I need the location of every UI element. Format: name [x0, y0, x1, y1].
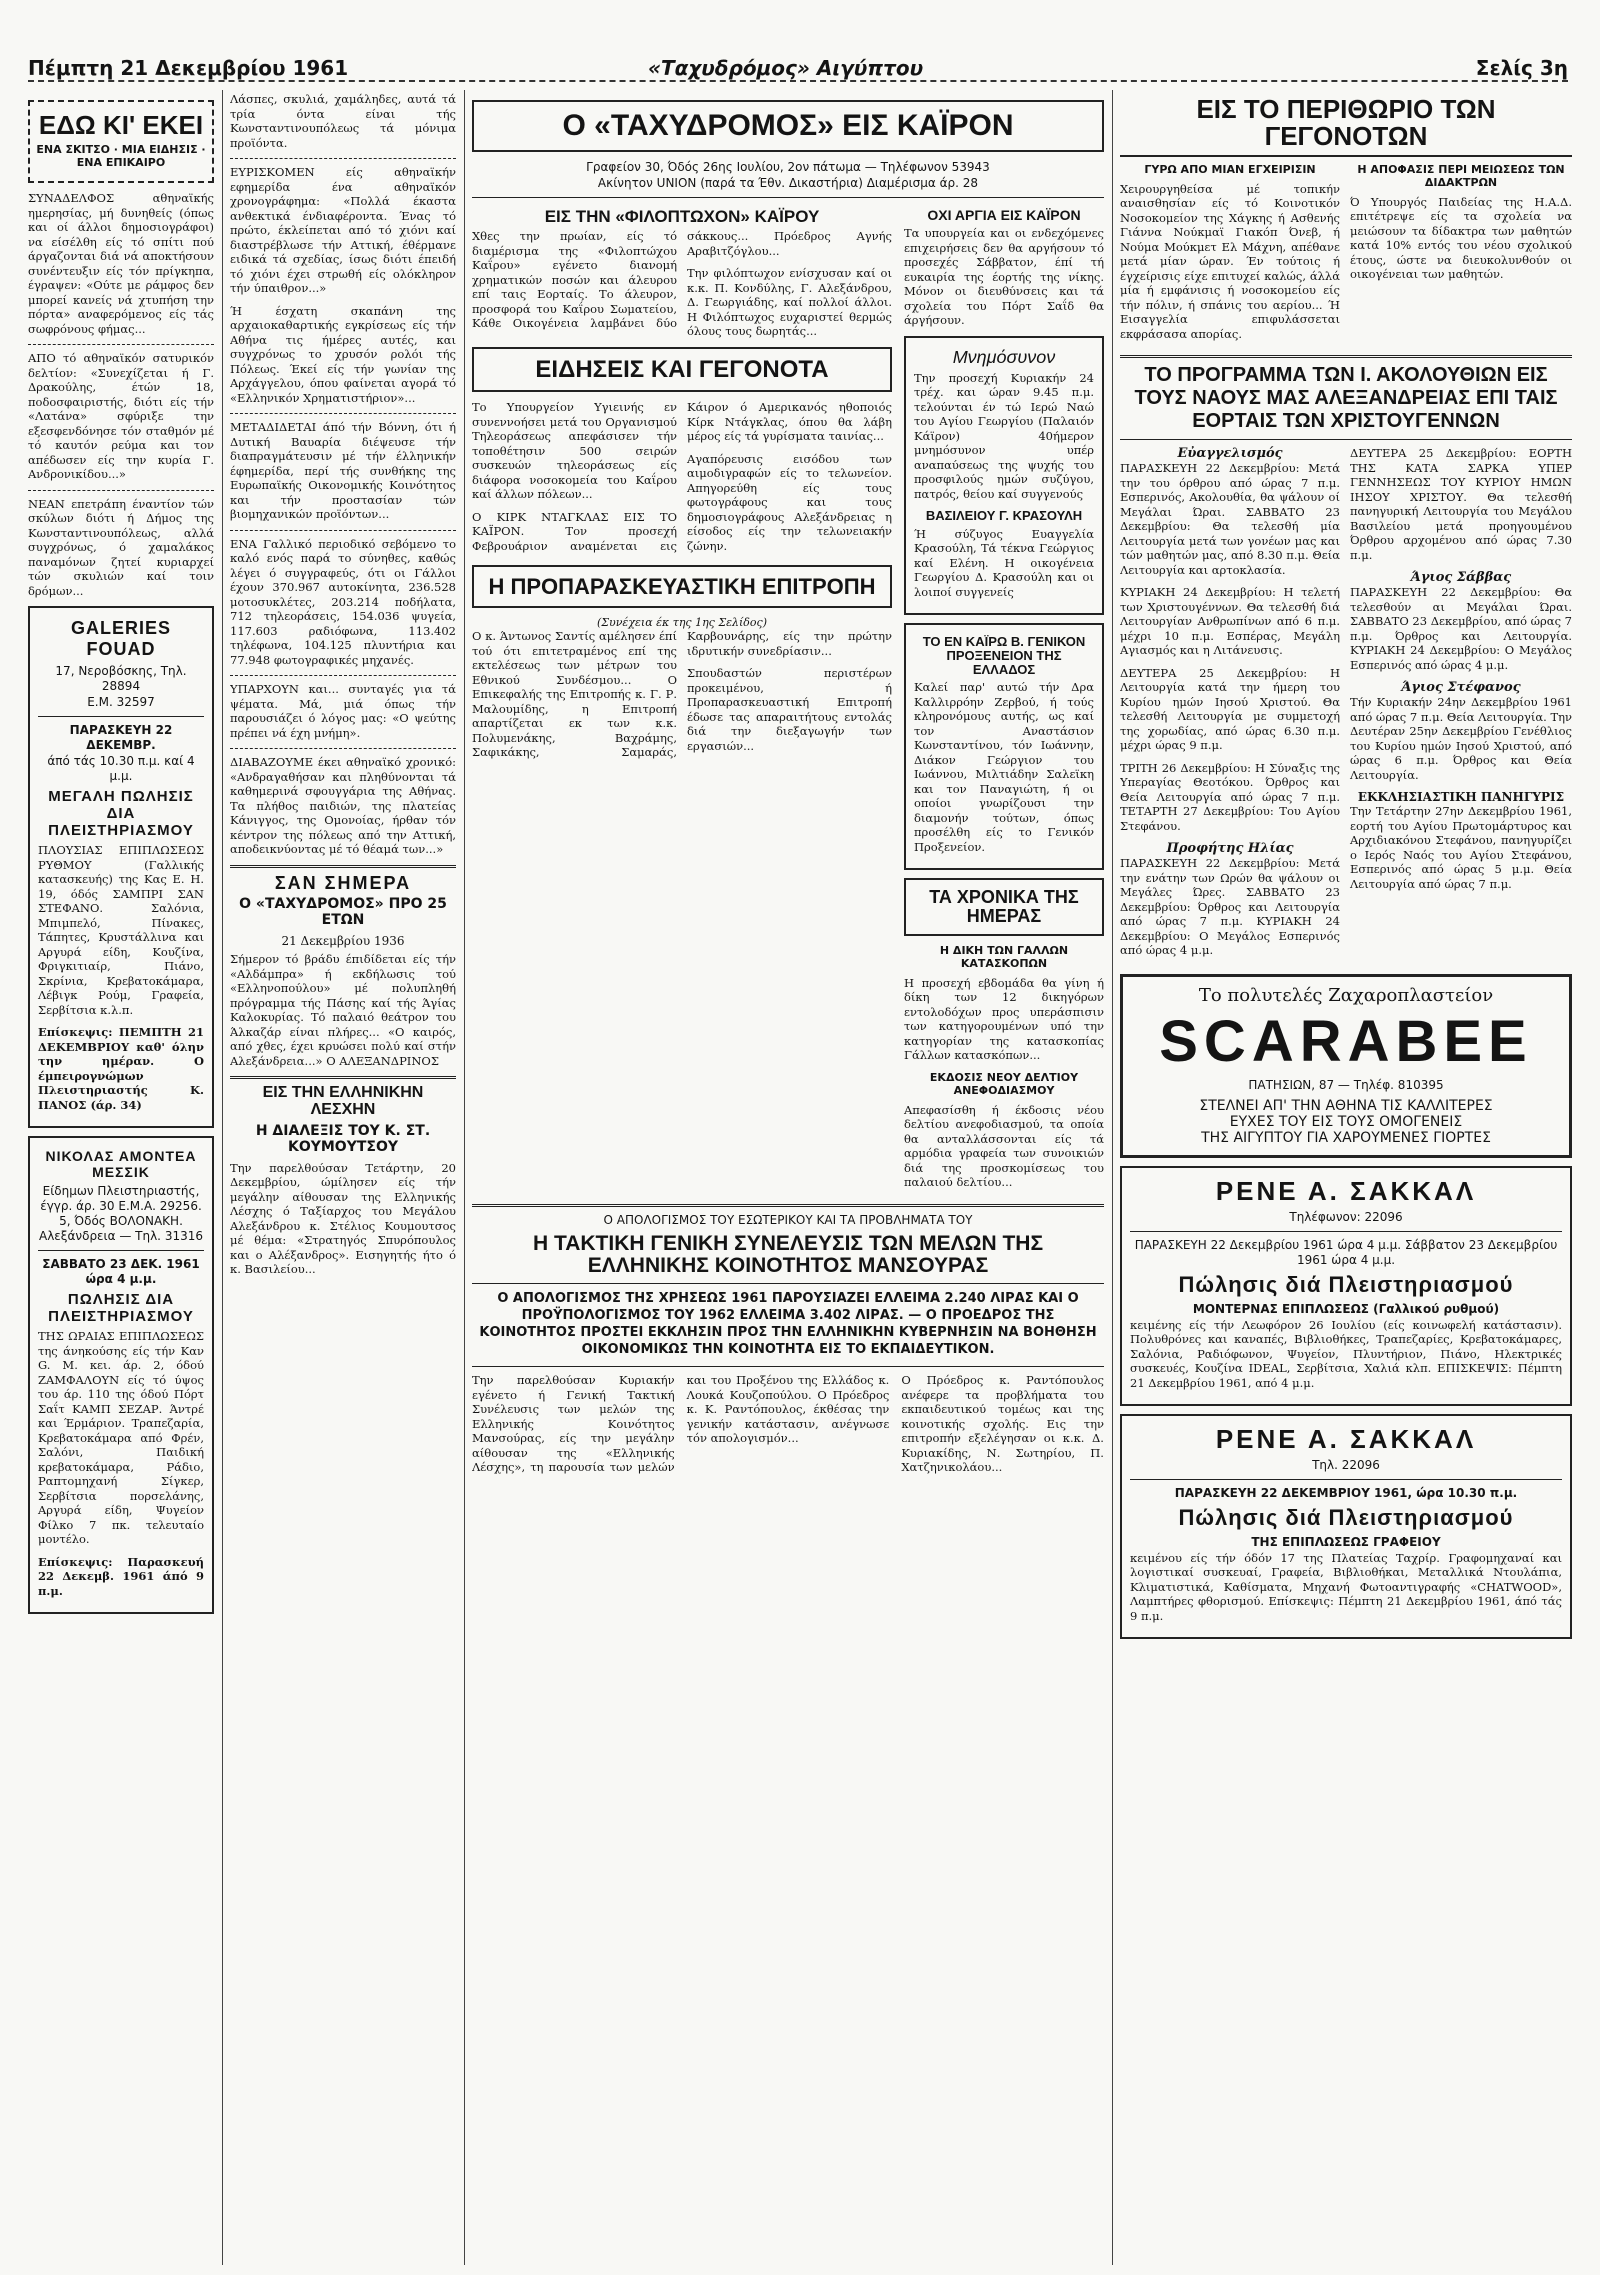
- church-name: Εὐαγγελισμός: [1177, 446, 1283, 462]
- mansoura-kicker: Ο ΑΠΟΛΟΓΙΣΜΟΣ ΤΟΥ ΕΣΩΤΕΡΙΚΟΥ ΚΑΙ ΤΑ ΠΡΟΒΛΗΜΑΤΑ ΤΟΥ: [603, 1212, 973, 1227]
- lesche-body: Την παρελθούσαν Τετάρτην, 20 Δεκεμβρίου, ώμίλησεν είς τήν μεγάλην αίθουσαν της Ελληνικής Λέσχης ό Ταξίαρχος του Μεγάλου Αλεξάνδρου κ. Στέλιος Κουμουτσος μέ θέμα: «Στρατηγός Σπυρόπουλος και ο Αλέξανδρος». Εισηγητής ήτο ό κ. Βασιλείου...: [230, 1160, 456, 1277]
- anniversary-body: Σήμερον τό βράδυ έπιδίδεται είς τήν «Αλδάμπρα» ή εκδήλωσις τού «Ελληνοπούλου» μέ πολυπληθή πρόγραμμα τής Πάσης καί τής Άγίας Καλοκυρίας. Τό παλαιό θεάτρον του Άλκαζάρ είναι πλήρες... «Ο καιρός, από χθες, έχει κρυώσει πολύ καί στήν Αλεξάνδρεια...» Ο ΑΛΕΞΑΝΔΡΙΝΟΣ: [230, 952, 456, 1068]
- anniversary-heading: ΣΑΝ ΣΗΜΕΡΑ: [274, 872, 412, 893]
- divider: [1130, 1231, 1562, 1232]
- margin-heading: ΕΙΣ ΤΟ ΠΕΡΙΘΩΡΙΟ ΤΩΝ ΓΕΓΟΝΟΤΩΝ: [1120, 96, 1572, 157]
- ad-body: ΤΗΣ ΩΡΑΙΑΣ ΕΠΙΠΛΩΣΕΩΣ της άνηκούσης είς τήν Καν G. M. κει. άρ. 2, όδού ΖΑΜΦΑΛΟΥΝ είς τό ύψος του άρ. 110 της όδού Πόρτ Σαΐτ ΚΑΜΠ ΣΕΖΑΡ. Άντρέ και Έρμάριον. Τραπεζαρία, Κρεβατοκάμαρα από Φρέν, Σαλόνι, Παιδική κρεβατοκάμαρα, Ράδιο, Ραπτομηχανή Σίγκερ, Σερβίτσια πορσελάνης, Αργυρά είδη, Ψυγείον Φίλκο 7 πκ. τελευταίο μοντέλο.: [38, 1329, 204, 1547]
- service-schedule: ΠΑΡΑΣΚΕΥΗ 22 Δεκεμβρίου: Μετά την του όρθρου από ώρας 7 π.μ. Εσπερινός, Ακολουθία, θα ψάλουν οί Μεγάλαι Ώραι. ΣΑΒΒΑΤΟ 23 Δεκεμβρίου: Θα τελεσθή μία Λειτουργία μετά των γονέων μας και τών μαθητών μας, από 8.30 π.μ. Θεία Λειτουργία και αρτοκλασία.: [1120, 461, 1340, 577]
- church-name: Άγιος Στέφανος: [1401, 680, 1521, 696]
- office-address-2: Ακίνητον UNION (παρά τα Έθν. Δικαστήρια) Διαμέρισμα άρ. 28: [597, 175, 979, 190]
- news-paragraph: ΕΝΑ Γαλλικό περιοδικό σεβόμενο το καλό ενός παρά το σύνηθες, καθώς λέγει ό συγγραφεύς, ότι οι Γάλλοι έχουν 370.967 αυτοκίνητα, 236.528 μοτοσυκλέτες, 203.214 ποδήλατα, 712 τηλεοράσεις, 154.036 ψυγεία, 117.603 ραδιόφωνα, 113.402 τηλέφωνα, 104.125 πλυντήρια και 77.948 φωτογραφικές μηχανές.: [230, 536, 456, 667]
- service-schedule: ΠΑΡΑΣΚΕΥΗ 22 Δεκεμβρίου: Μετά την ενάτην των Ωρών θα ψάλουν οι Μεγάλες Ώρες. ΣΑΒΒΑΤΟ 23 Δεκεμβρίου: Όρθρος και Λειτουργία από ώρας 7 π.μ. ΚΥΡΙΑΚΗ 24 Δεκεμβρίου: Ο Μεγάλος Εσπερινός από ώρας 4 μ.μ.: [1120, 856, 1340, 958]
- divider: [28, 344, 214, 345]
- church-name: Προφήτης Ηλίας: [1166, 841, 1294, 857]
- edition-heading: ΕΚΔΟΣΙΣ ΝΕΟΥ ΔΕΛΤΙΟΥ ΑΝΕΦΟΔΙΑΣΜΟΥ: [929, 1070, 1079, 1097]
- anniversary-date: 21 Δεκεμβρίου 1936: [281, 934, 405, 949]
- scarabee-line: ΤΗΣ ΑΙΓΥΠΤΟΥ ΓΙΑ ΧΑΡΟΥΜΕΝΕΣ ΓΙΟΡΤΕΣ: [1201, 1130, 1491, 1147]
- divider: [1130, 1479, 1562, 1480]
- scarabee-line: ΕΥΧΕΣ ΤΟΥ ΕΙΣ ΤΟΥΣ ΟΜΟΓΕΝΕΙΣ: [1229, 1114, 1463, 1131]
- divider: [230, 1076, 456, 1079]
- service-schedule: ΤΡΙΤΗ 26 Δεκεμβρίου: Η Σύναξις της Υπεραγίας Θεοτόκου. Όρθρος και Θεία Λειτουργία από ώρας 7 π.μ. ΤΕΤΑΡΤΗ 27 Δεκεμβρίου: Του Αγίου Στεφάνου.: [1120, 760, 1340, 833]
- consulate-heading: ΤΟ ΕΝ ΚΑΪΡΩ Β. ΓΕΝΙΚΟΝ ΠΡΟΞΕΝΕΙΟΝ ΤΗΣ ΕΛΛΑΔΟΣ: [922, 634, 1086, 677]
- philoptochos-heading: ΕΙΣ ΤΗΝ «ΦΙΛΟΠΤΩΧΟΝ» ΚΑΪΡΟΥ: [544, 206, 820, 226]
- margin-left: [1120, 161, 1340, 350]
- committee-body-2: Σπουδαστών περιστέρων προκειμένου, ή Προπαρασκευαστική Επιτροπή έδωσε τας απαραιτήτους εντολάς διά την διεξαγωγήν των εργασιών...: [687, 666, 892, 753]
- issue-date: Πέμπτη 21 Δεκεμβρίου 1961: [28, 56, 349, 80]
- kairo-office-box: [472, 100, 1104, 152]
- committee-heading: Η ΠΡΟΠΑΡΑΣΚΕΥΑΣΤΙΚΗ ΕΠΙΤΡΟΠΗ: [488, 574, 876, 600]
- news-item: Το Υπουργείον Υγιεινής εν συνεννοήσει μετά του Οργανισμού Τηλεοράσεως απεφάσισεν τήν τοποθέτησιν 500 σειρών συσκευών τηλεοράσεως είς διάφορα νοσοκομεία του Καΐρου καί άλλων πόλεων...: [472, 400, 677, 502]
- column-rule: [222, 90, 223, 2265]
- news-item: Αγαπόρευσις εισόδου των αιμοδιγραφών είς το τελωνείον. Απηγορεύθη είς τους φωτογράφους και τους δημοσιογράφους Αλεξάνδρειας η είσοδος είς την τελωνειακήν ζώνην.: [687, 451, 892, 553]
- divider: [38, 1250, 204, 1251]
- ad-date: ΠΑΡΑΣΚΕΥΗ 22 ΔΕΚΕΜΒΡ.: [69, 723, 173, 753]
- service-schedule: Την Τετάρτην 27ην Δεκεμβρίου 1961, εορτή του Αγίου Πρωτομάρτυρος και Αρχιδιακόνου Στεφάνου, πανηγυρίζει ο Ιερός Ναός του Αγίου Στεφάνου, Εσπερινός από ώρας 5 μ.μ. Θεία Λειτουργία από ώρας 7 π.μ.: [1350, 804, 1572, 891]
- committee-body: Ο κ. Άντωνος Σαντίς αμέλησεν έπί τού ότι επιτετραμένος επί της εκτελέσεως των μέτρων του Εθνικού Συνδέσμου... Ο Επικεφαλής της Επιτροπής κ. Γ. Ρ. Μαλουμίδης, η Επιτροπή απαρτίζεται εκ των κ.κ. Πολυμενάκης, Βαχράμης, Σαφικάκης, Σαμαράς, Καρβουνάρης, είς την πρώτην ιδρυτικήν συνεδρίασιν...: [472, 629, 892, 760]
- consulate-body: Καλεί παρ' αυτώ τήν Δρα Καλλιρρόην Ζερβού, ή τούς κληρονόμους αυτής, ως καί τον Αναστάσιον Κωνσταντίνου, τόν Ιωάννην, Διάκον Γεώργιον του Ιωάννου, Μιλτιάδην Σαλεϊκη και τον Παναγιώτη, ή οι οποίοι γνωρίζουσι την διαμονήν τούτων, όπως προσέλθη είς το Γενικόν Προξενείον.: [914, 680, 1094, 854]
- divider: [230, 158, 456, 159]
- paper-name: «Ταχυδρόμος» Αιγύπτου: [648, 56, 924, 80]
- column-2: [230, 92, 456, 2242]
- divider: [230, 675, 456, 676]
- edo-ki-ekei-box: [28, 100, 214, 183]
- edition-body: Απεφασίσθη ή έκδοσις νέου δελτίου ανεφοδιασμού, τα οποία θα ανταλλάσσονται είς τά αρμόδια γραφεία των συνοικιών διά της προσκομίσεως του παλαιού δελτίου...: [904, 1102, 1104, 1190]
- mansoura-lead: Ο ΑΠΟΛΟΓΙΣΜΟΣ ΤΗΣ ΧΡΗΣΕΩΣ 1961 ΠΑΡΟΥΣΙΑΖΕΙ ΕΛΛΕΙΜΑ 2.240 ΛΙΡΑΣ ΚΑΙ Ο ΠΡΟΫΠΟΛΟΓΙΣΜΟΣ ΤΟΥ 1962 ΕΛΛΕΙΜΑ 3.402 ΛΙΡΑΣ. — Ο ΠΡΟΕΔΡΟΣ ΤΗΣ ΚΟΙΝΟΤΗΤΟΣ ΠΡΟΣΤΕΙ ΕΚΚΛΗΣΙΝ ΠΡΟΣ ΤΗΝ ΕΛΛΗΝΙΚΗΝ ΚΥΒΕΡΝΗΣΙΝ ΝΑ ΒΟΗΘΗΣΗ ΟΙΚΟΝΟΜΙΚΩΣ ΤΗΝ ΚΟΙΝΟΤΗΤΑ ΕΙΣ ΤΟ ΕΚΠΑΙΔΕΥΤΙΚΟΝ.: [479, 1291, 1097, 1358]
- news-paragraph: ΑΠΟ τό αθηναϊκόν σατυρικόν δελτίον: «Συνεχίζεται ή Γ. Δρακούλης, έτών 18, ποδοσφαιριστής, διότι είς τήν «Λατάνα» σφύριξε την εξεσφενδόνησε τόν σταθμόν μέ τό καυτόν ρεύμα και τον απέδωσεν είς την κυρία Γ. Ανδρονικίδου...»: [28, 351, 214, 482]
- divider: [230, 748, 456, 749]
- ad-address: Είδημων Πλειστηριαστής, έγγρ. άρ. 30 Ε.Μ.Α. 29256. 5, Όδός ΒΟΛΟΝΑΚΗ. Αλεξάνδρεια — Τηλ. 31316: [39, 1184, 203, 1244]
- ad-phone: Τηλ. 22096: [1312, 1457, 1380, 1472]
- memorial-name: ΒΑΣΙΛΕΙΟΥ Γ. ΚΡΑΣΟΥΛΗ: [925, 508, 1083, 524]
- services-left: [1120, 446, 1340, 966]
- scarabee-name: SCARABEE: [1159, 1008, 1533, 1074]
- news-paragraph: ΔΙΑΒΑΖΟΥΜΕ έκει αθηναϊκό χρονικό: «Ανδραγαθήσαν και πληθύνονται τά καθημερινά σφουγγάρια της Αθήνας. Τα πλήθος παιδιών, της πλατείας Κάνιγγος, της Ομονοίας, ήρθαν τόν κέντρον της πόλεως από την Αττική, αποδεικνύοντας μέ τό θέαμά των...»: [230, 755, 456, 856]
- divider: [1120, 355, 1572, 358]
- chronicle-body: Η προσεχή εβδομάδα θα γίνη ή δίκη των 12 δικηγόρων εντολοδόχων προς υπεράσπισιν των κατηγορουμένων υπό την κατηγορίαν της κατασκοπίας Γάλλων κατασκόπων...: [904, 975, 1104, 1063]
- divider: [472, 197, 1104, 198]
- margin-row: [1120, 161, 1572, 350]
- office-address: Γραφείον 30, Όδός 26ης Ιουλίου, 2ον πάτωμα — Τηλέφωνον 53943: [586, 159, 990, 174]
- scarabee-ad: [1120, 974, 1572, 1159]
- divider: [1120, 439, 1572, 440]
- margin-subtitle: ΓΥΡΩ ΑΠΟ ΜΙΑΝ ΕΓΧΕΙΡΙΣΙΝ: [1144, 162, 1316, 176]
- ad-headline: Πώλησις διά Πλειστηριασμού: [1178, 1271, 1514, 1297]
- scarabee-line: ΣΤΕΛΝΕΙ ΑΠ' ΤΗΝ ΑΘΗΝΑ ΤΙΣ ΚΑΛΛΙΤΕΡΕΣ: [1199, 1098, 1493, 1115]
- section-title: ΕΔΩ ΚΙ' ΕΚΕΙ: [38, 110, 204, 140]
- margin-right: [1350, 161, 1572, 350]
- ad-headline: ΠΩΛΗΣΙΣ ΔΙΑ ΠΛΕΙΣΤΗΡΙΑΣΜΟΥ: [48, 1291, 194, 1326]
- philoptochos-body-2: Την φιλόπτωχον ενίσχυσαν καί οι κ.κ. Π. Κονδύλης, Γ. Αλεξάνδρου, Δ. Γεωργιάδης, καί πολλοί άλλοι. Η Φιλόπτωχος ευχαριστεί θερμώς όλους τους δωρητάς...: [687, 266, 892, 339]
- memorial-body: Την προσεχή Κυριακήν 24 τρέχ. και ώραν 9.45 π.μ. τελούνται έν τώ Ιερώ Ναώ του Αγίου Γεωργίου (Παλαιόν Κάϊρον) 40ήμερον μνημόσυνον υπέρ αναπαύσεως της ψυχής του προσφιλούς ημών συζύγου, πατρός, θείου καί συγγενούς: [914, 370, 1094, 501]
- ad-date: ΠΑΡΑΣΚΕΥΗ 22 ΔΕΚΕΜΒΡΙΟΥ 1961, ώρα 10.30 π.μ.: [1174, 1485, 1518, 1500]
- kairo-right-block: [904, 204, 1104, 1198]
- kairo-news-row: [472, 204, 1104, 1198]
- ad-body: ΠΛΟΥΣΙΑΣ ΕΠΙΠΛΩΣΕΩΣ ΡΥΘΜΟΥ (Γαλλικής κατασκευής) της Κας Ε. Η. 19, όδός ΣΑΜΠΡΙ ΣΑΝ ΣΤΕΦΑΝΟ. Σαλόνια, Μπιμπελό, Πίνακες, Τάπητες, Κρυστάλλινα και Αργυρά είδη, Κουζίνα, Φριγκιτιαίρ, Πιάνο, Σκρίνια, Κρεβατοκάμαρα, Λέβιγκ Ρούμ, Γραφεία, Σερβίτσια κ.λ.π.: [38, 843, 204, 1017]
- mansoura-headline: Η ΤΑΚΤΙΚΗ ΓΕΝΙΚΗ ΣΥΝΕΛΕΥΣΙΣ ΤΩΝ ΜΕΛΩΝ ΤΗΣ ΕΛΛΗΝΙΚΗΣ ΚΟΙΝΟΤΗΤΟΣ ΜΑΝΣΟΥΡΑΣ: [532, 1231, 1044, 1277]
- ad-body: κειμένου είς τήν όδόν 17 της Πλατείας Ταχρίρ. Γραφομηχαναί και λογιστικαί συσκευαί, Γραφεία, Βιβλιοθήκαι, Μεταλλικά Ντουλάπια, Κλιματιστικά, Καθίσματα, Μηχανή Φωτοαντιγραφής «CHATWOOD», Λαμπτήρες φθορισμού. Επίσκεψις: Πέμπτη 21 Δεκεμβρίου 1961, άπό τάς 9 π.μ.: [1130, 1550, 1562, 1623]
- page-number: Σελίς 3η: [1475, 56, 1568, 80]
- column-1: [28, 92, 214, 2242]
- news-item: Ο ΚΙΡΚ ΝΤΑΓΚΛΑΣ ΕΙΣ ΤΟ ΚΑΪΡΟΝ. Τον προσεχή Φεβρουάριον αναμένεται εις Κάιρον ό Αμερικανός ηθοποιός Κίρκ Ντάγκλας, όπου θα λάβη μέρος είς τά γυρίσματα ταινίας...: [472, 400, 892, 553]
- ad-date: ΠΑΡΑΣΚΕΥΗ 22 Δεκεμβρίου 1961 ώρα 4 μ.μ. Σάββατον 23 Δεκεμβρίου 1961 ώρα 4 μ.μ.: [1134, 1237, 1558, 1267]
- committee-text: [472, 629, 892, 760]
- news-paragraph: ΣΥΝΑΔΕΛΦΟΣ αθηναϊκής ημερησίας, μή δυνηθείς (όπως και οί άλλοι δημοσιογράφοι) να είσέλθη είς τό σπίτι πού άργαζονται διά νά αποκτήσουν συνέντευξιν είς τόν πρίγκηπα, έγραψεν: «Ούτε με ράμφος δεν μπορεί κανείς νά χτυπήση την πόρτα» αναφερόμενος είς τάς σωφρόνους φήμας...: [28, 191, 214, 336]
- mansoura-text: [472, 1373, 1104, 1475]
- divider: [230, 530, 456, 531]
- ad-address: 17, Νεροβόσκης, Τηλ. 28894: [55, 664, 187, 694]
- news-box: [472, 347, 892, 392]
- tuition-body: Ό Υπουργός Παιδείας της Η.Α.Δ. επιτέτρεψε είς τα σχολεία να μειώσουν τα δίδακτρα των μαθητών κατά 10% εντός του νέου σχολικού έτους, ώστε να διευκολυνθούν οι οικογένειαι των μαθητών.: [1350, 194, 1572, 282]
- tuition-heading: Η ΑΠΟΦΑΣΙΣ ΠΕΡΙ ΜΕΙΩΣΕΩΣ ΤΩΝ ΔΙΔΑΚΤΡΩΝ: [1357, 162, 1565, 189]
- service-schedule: ΠΑΡΑΣΚΕΥΗ 22 Δεκεμβρίου: Θα τελεσθούν αι Μεγάλαι Ώραι. ΣΑΒΒΑΤΟ 23 Δεκεμβρίου, από ώρας 7 π.μ. Όρθρος και Λειτουργία. ΚΥΡΙΑΚΗ 24 Δεκεμβρίου: Ο Μεγάλος Εσπερινός από ώρας 4 μ.μ.: [1350, 585, 1572, 672]
- consulate-box: [904, 623, 1104, 870]
- ad-headline: Πώλησις διά Πλειστηριασμού: [1178, 1504, 1514, 1530]
- chronicle-box: [904, 878, 1104, 936]
- memorial-box: [904, 336, 1104, 616]
- ad-title: ΝΙΚΟΛΑΣ ΑΜΟΝΤΕΑ ΜΕΣΣΙΚ: [45, 1148, 197, 1181]
- column-4: [1120, 92, 1572, 2242]
- services-heading: ΤΟ ΠΡΟΓΡΑΜΜΑ ΤΩΝ Ι. ΑΚΟΛΟΥΘΙΩΝ ΕΙΣ ΤΟΥΣ ΝΑΟΥΣ ΜΑΣ ΑΛΕΞΑΝΔΡΕΙΑΣ ΕΠΙ ΤΑΙΣ ΕΟΡΤΑΙΣ ΤΩΝ ΧΡΙΣΤΟΥΓΕΝΝΩΝ: [1134, 364, 1558, 433]
- scarabee-kicker: Το πολυτελές Ζαχαροπλαστείον: [1198, 984, 1494, 1006]
- ad-headline: ΜΕΓΑΛΗ ΠΩΛΗΣΙΣ ΔΙΑ ΠΛΕΙΣΤΗΡΙΑΣΜΟΥ: [48, 788, 194, 840]
- lesche-heading: ΕΙΣ ΤΗΝ ΕΛΛΗΝΙΚΗΝ ΛΕΣΧΗΝ: [262, 1084, 424, 1119]
- philoptochos-text: [472, 229, 892, 339]
- ad-title: ΡΕΝΕ Α. ΣΑΚΚΑΛ: [1215, 1176, 1477, 1207]
- service-schedule: Τήν Κυριακήν 24ην Δεκεμβρίου 1961 από ώρας 7 π.μ. Θεία Λειτουργία. Την Δευτέραν 25ην Δεκεμβρίου Γενέθλιος του Κυρίου ημών Ιησού Χριστού, από ώρας 6 π.μ. Όρθρος και Θεία Λειτουργία.: [1350, 695, 1572, 782]
- committee-continuation: (Συνέχεια έκ της 1ης Σελίδος): [596, 616, 767, 630]
- galeries-fouad-ad: [28, 606, 214, 1128]
- anniversary-subtitle: Ο «ΤΑΧΥΔΡΟΜΟΣ» ΠΡΟ 25 ΕΤΩΝ: [239, 896, 447, 929]
- services-row: [1120, 446, 1572, 966]
- messik-ad: [28, 1136, 214, 1614]
- page-masthead: [28, 56, 1568, 82]
- scarabee-address: ΠΑΤΗΣΙΩΝ, 87 — Τηλέφ. 810395: [1248, 1078, 1444, 1093]
- section-subtitle: ΕΝΑ ΣΚΙΤΣΟ · ΜΙΑ ΕΙΔΗΣΙΣ · ΕΝΑ ΕΠΙΚΑΙΡΟ: [36, 143, 206, 170]
- ad-title: ΡΕΝΕ Α. ΣΑΚΚΑΛ: [1215, 1424, 1477, 1455]
- divider: [230, 413, 456, 414]
- news-paragraph: ΥΠΑΡΧΟΥΝ και... συνταγές για τά ψέματα. Μά, μιά όπως τήν παρουσιάζει ό λόγος μας: «Ο ψεύτης πρέπει νά έχη μνήμη».: [230, 682, 456, 740]
- mansoura-body: Την παρελθούσαν Κυριακήν εγένετο ή Γενική Τακτική Συνέλευσις των μελών της Ελληνικής Κοινότητος Μανσούρας, είς την μεγάλην αίθουσαν της «Ελληνικής Λέσχης», τη παρουσία των μελών και του Προξένου της Ελλάδος κ. Λουκά Κουζοπούλου. Ο Πρόεδρος κ. Κ. Ραντόπουλος, έκθέσας την γενικήν κατάστασιν, ανέγνωσε τόν απολογισμόν...: [472, 1373, 890, 1475]
- no-holiday-heading: ΟΧΙ ΑΡΓΙΑ ΕΙΣ ΚΑΪΡΟΝ: [927, 206, 1081, 223]
- rene-sakkal-ad-2: [1120, 1414, 1572, 1639]
- memorial-heading: Μνημόσυνον: [952, 346, 1056, 367]
- divider: [472, 1204, 1104, 1207]
- divider: [472, 1283, 1104, 1284]
- mansoura-body-2: Ο Πρόεδρος κ. Ραντόπουλος ανέφερε τα προβλήματα του εκπαιδευτικού τομέως και της κοινοτικής σχολής. Εις την επιτροπήν εξελέγησαν οι κ.κ. Δ. Κυριακίδης, Ν. Σωτηρίου, Π. Χατζηνικολάου...: [901, 1373, 1104, 1475]
- service-schedule: ΔΕΥΤΕΡΑ 25 Δεκεμβρίου: ΕΟΡΤΗ ΤΗΣ ΚΑΤΑ ΣΑΡΚΑ ΥΠΕΡ ΓΕΝΝΗΣΕΩΣ ΤΟΥ ΚΥΡΙΟΥ ΗΜΩΝ ΙΗΣΟΥ ΧΡΙΣΤΟΥ. Θα τελεσθή πανηγυρική Λειτουργία του Μεγάλου Βασιλείου μετά προηγουμένου Όρθρου αρχομένου από ώρας 7.30 π.μ.: [1350, 446, 1572, 562]
- philoptochos-body: Χθες την πρωίαν, είς τό διαμέρισμα της «Φιλοπτώχου Καΐρου» εγένετο διανομή χρηματικών ποσών και άλευρου επί ταις Εορταίς. Το άλευρον, προσφορά του Καΐρου Σωματείου, Κάθε Οικογένεια λαμβάνει δύο σάκκους... Πρόεδρος Αγνής Αραβιτζόγλου...: [472, 229, 892, 331]
- ad-phone: Τηλέφωνον: 22096: [1289, 1209, 1403, 1224]
- chronicle-heading: ΤΑ ΧΡΟΝΙΚΑ ΤΗΣ ΗΜΕΡΑΣ: [929, 887, 1079, 927]
- news-paragraph: Λάσπες, σκυλιά, χαμάληδες, αυτά τά τρία όντα είναι τής Κωνσταντινουπόλεως τά μόνιμα προϊόντα.: [230, 92, 456, 150]
- service-schedule: ΔΕΥΤΕΡΑ 25 Δεκεμβρίου: Η Λειτουργία κατά την ήμερη του Κυρίου ημών Ιησού Χριστού. Θα τελεσθή Λειτουργία με συμμετοχή της χορωδίας, από ώρας 6.30 π.μ. μέχρι ώρας 9 π.μ.: [1120, 665, 1340, 753]
- ad-subtitle: ΤΗΣ ΕΠΙΠΛΩΣΕΩΣ ΓΡΑΦΕΙΟΥ: [1251, 1534, 1441, 1549]
- no-holiday-body: Τα υπουργεία και οι ενδεχόμενες επιχειρήσεις δεν θα αργήσουν τό προσεχές Σάββατον, έπί τή ευκαιρία της έορτής της νίκης. Μόνον οι διευθύνσεις και τά σχολεία του Πόρτ Σαΐδ θα άργήσουν.: [904, 226, 1104, 328]
- column-3: [472, 92, 1104, 2242]
- news-paragraph: Ή έσχατη σκαπάνη της αρχαιοκαθαρτικής εγκρίσεως είς τήν Αθήνα τις ήμέρες αυτές, και συγχρόνως το χρυσόν ρολόι τής Πόλεως. Έκεί είς τήν γωνίαν της Αρχάγγελου, όπου φαίνεται αγορά τό «Ελληνικόν Χρηματιστήριον»...: [230, 303, 456, 405]
- kairo-left-block: [472, 204, 892, 1198]
- column-rule: [1112, 90, 1113, 2265]
- kairo-title: Ο «ΤΑΧΥΔΡΟΜΟΣ» ΕΙΣ ΚΑΪΡΟΝ: [562, 109, 1014, 142]
- divider: [38, 716, 204, 717]
- ad-license: Ε.Μ. 32597: [87, 695, 155, 710]
- news-heading: ΕΙΔΗΣΕΙΣ ΚΑΙ ΓΕΓΟΝΟΤΑ: [535, 355, 829, 383]
- ad-title: GALERIES FOUAD: [70, 618, 171, 660]
- ad-subtitle: ΜΟΝΤΕΡΝΑΣ ΕΠΙΠΛΩΣΕΩΣ (Γαλλικού ρυθμού): [1192, 1301, 1500, 1316]
- news-paragraph: ΜΕΤΑΔΙΔΕΤΑΙ άπό τήν Βόννη, ότι ή Δυτική Βαυαρία διέψευσε τήν διαπραγμάτευσιν μέ τήν έλληνικήν έφημερίδα, περί τής συνθήκης της Ευρωπαϊκής Οικονομικής Κοινότητος και τήν προστασίαν τών βιομηχανικών προϊόντων...: [230, 420, 456, 521]
- service-schedule: ΚΥΡΙΑΚΗ 24 Δεκεμβρίου: Η τελετή των Χριστουγέννων. Θα τελεσθή διά Λειτουργίαν Ανθρωπίνων από 6 π.μ. μέχρι 10 π.μ. Εσπέρας, Μεγάλη Αγιασμός και η Λιτάνευσις.: [1120, 585, 1340, 658]
- services-right: [1350, 446, 1572, 966]
- news-text: [472, 400, 892, 557]
- festival-heading: ΕΚΚΛΗΣΙΑΣΤΙΚΗ ΠΑΝΗΓΥΡΙΣ: [1357, 790, 1565, 805]
- divider: [28, 490, 214, 491]
- committee-box: [472, 565, 892, 608]
- church-name: Άγιος Σάββας: [1410, 570, 1512, 586]
- column-rule: [464, 90, 465, 2265]
- news-paragraph: ΝΕΑΝ επετράπη έναντίον τών σκύλων διότι ή Δήμος της Κωνσταντινουπόλεως, αλλά συγχρόνως, ό χαμαλάκος παναμόνων ζητεί κυριαρχεί τών σκυλιών καί τοιν δρόμων...: [28, 496, 214, 598]
- ad-inspection: Επίσκεψις: ΠΕΜΠΤΗ 21 ΔΕΚΕΜΒΡΙΟΥ καθ' όλην την ημέραν. Ο έμπειρογνώμων Πλειστηριαστής Κ. ΠΑΝΟΣ (άρ. 34): [38, 1025, 204, 1112]
- ad-date: ΣΑΒΒΑΤΟ 23 ΔΕΚ. 1961 ώρα 4 μ.μ.: [42, 1257, 200, 1287]
- memorial-family: Ή σύζυγος Ευαγγελία Κρασούλη, Τά τέκνα Γεώργιος καί Ελένη. Η οικογένεια Γεωργίου Δ. Κρασούλη και οι λοιποί συγγενείς: [914, 526, 1094, 599]
- divider: [472, 1366, 1104, 1367]
- ad-time: άπό τάς 10.30 π.μ. καί 4 μ.μ.: [47, 754, 195, 784]
- news-paragraph: ΕΥΡΙΣΚΟΜΕΝ είς αθηναϊκήν εφημερίδα ένα αθηναϊκόν χρονογράφημα: «Πολλά έκαστα ανθεκτικά ένδιαφέροντα. Ένας τό πρώτο, έκλείπεται από τό χιόνι καί διαστρέβλωσε τήν Αττική, έθέρμανε ειδικά τά σχεδίας, ίσως διότι έπειδή τό χιόνι έχει στρωθή είς ολόκληρον τήν ύπαιθρον...»: [230, 165, 456, 295]
- rene-sakkal-ad-1: [1120, 1166, 1572, 1406]
- chronicle-subtitle: Η ΔΙΚΗ ΤΩΝ ΓΑΛΛΩΝ ΚΑΤΑΣΚΟΠΩΝ: [939, 943, 1069, 970]
- divider: [230, 865, 456, 868]
- margin-body: Χειρουργηθείσα μέ τοπικήν αναισθησίαν είς τό Κοινοτικόν Νοσοκομείον της Χάγκης ή Ασθενής Γιάννα Νούκμαϊ Γιακόπ Όνεβ, ή Νούμα Μούκμετ Ελ Μάχνη, απέθανε μετά μίαν ώραν. Έν τούτοις ή έγχείρισις είχε επιτυχεί καλώς, άλλά μία ή εμφάνισις ή νοσοκομείου είς τήν πόλιν, ή σπάνις του αερίου... Ή Εισαγγελία επιφυλάσσεται εκφράσασα απορίας.: [1120, 181, 1340, 341]
- lesche-subtitle: Η ΔΙΑΛΕΞΙΣ ΤΟΥ Κ. ΣΤ. ΚΟΥΜΟΥΤΣΟΥ: [255, 1122, 431, 1155]
- ad-body: κειμένης είς τήν Λεωφόρον 26 Ιουλίου (είς κοινωφελή κατάστασιν). Πολυθρόνες και καναπές, Βιβλιοθήκες, Τραπεζαρίες, Κρεβατοκάμαρες, Σαλόνια, Ραδιόφωνον, Ψυγείον, Πλυντήριον, Πιάνο, Ηλεκτρικές συσκευές, Κουζίνα ΙDEAL, Σερβίτσια, Χαλιά κλπ. ΕΠΙΣΚΕΨΙΣ: Πέμπτη 21 Δεκεμβρίου 1961, από 4 μ.μ.: [1130, 1317, 1562, 1390]
- ad-inspection: Επίσκεψις: Παρασκευή 22 Δεκεμβ. 1961 άπό 9 π.μ.: [38, 1554, 204, 1598]
